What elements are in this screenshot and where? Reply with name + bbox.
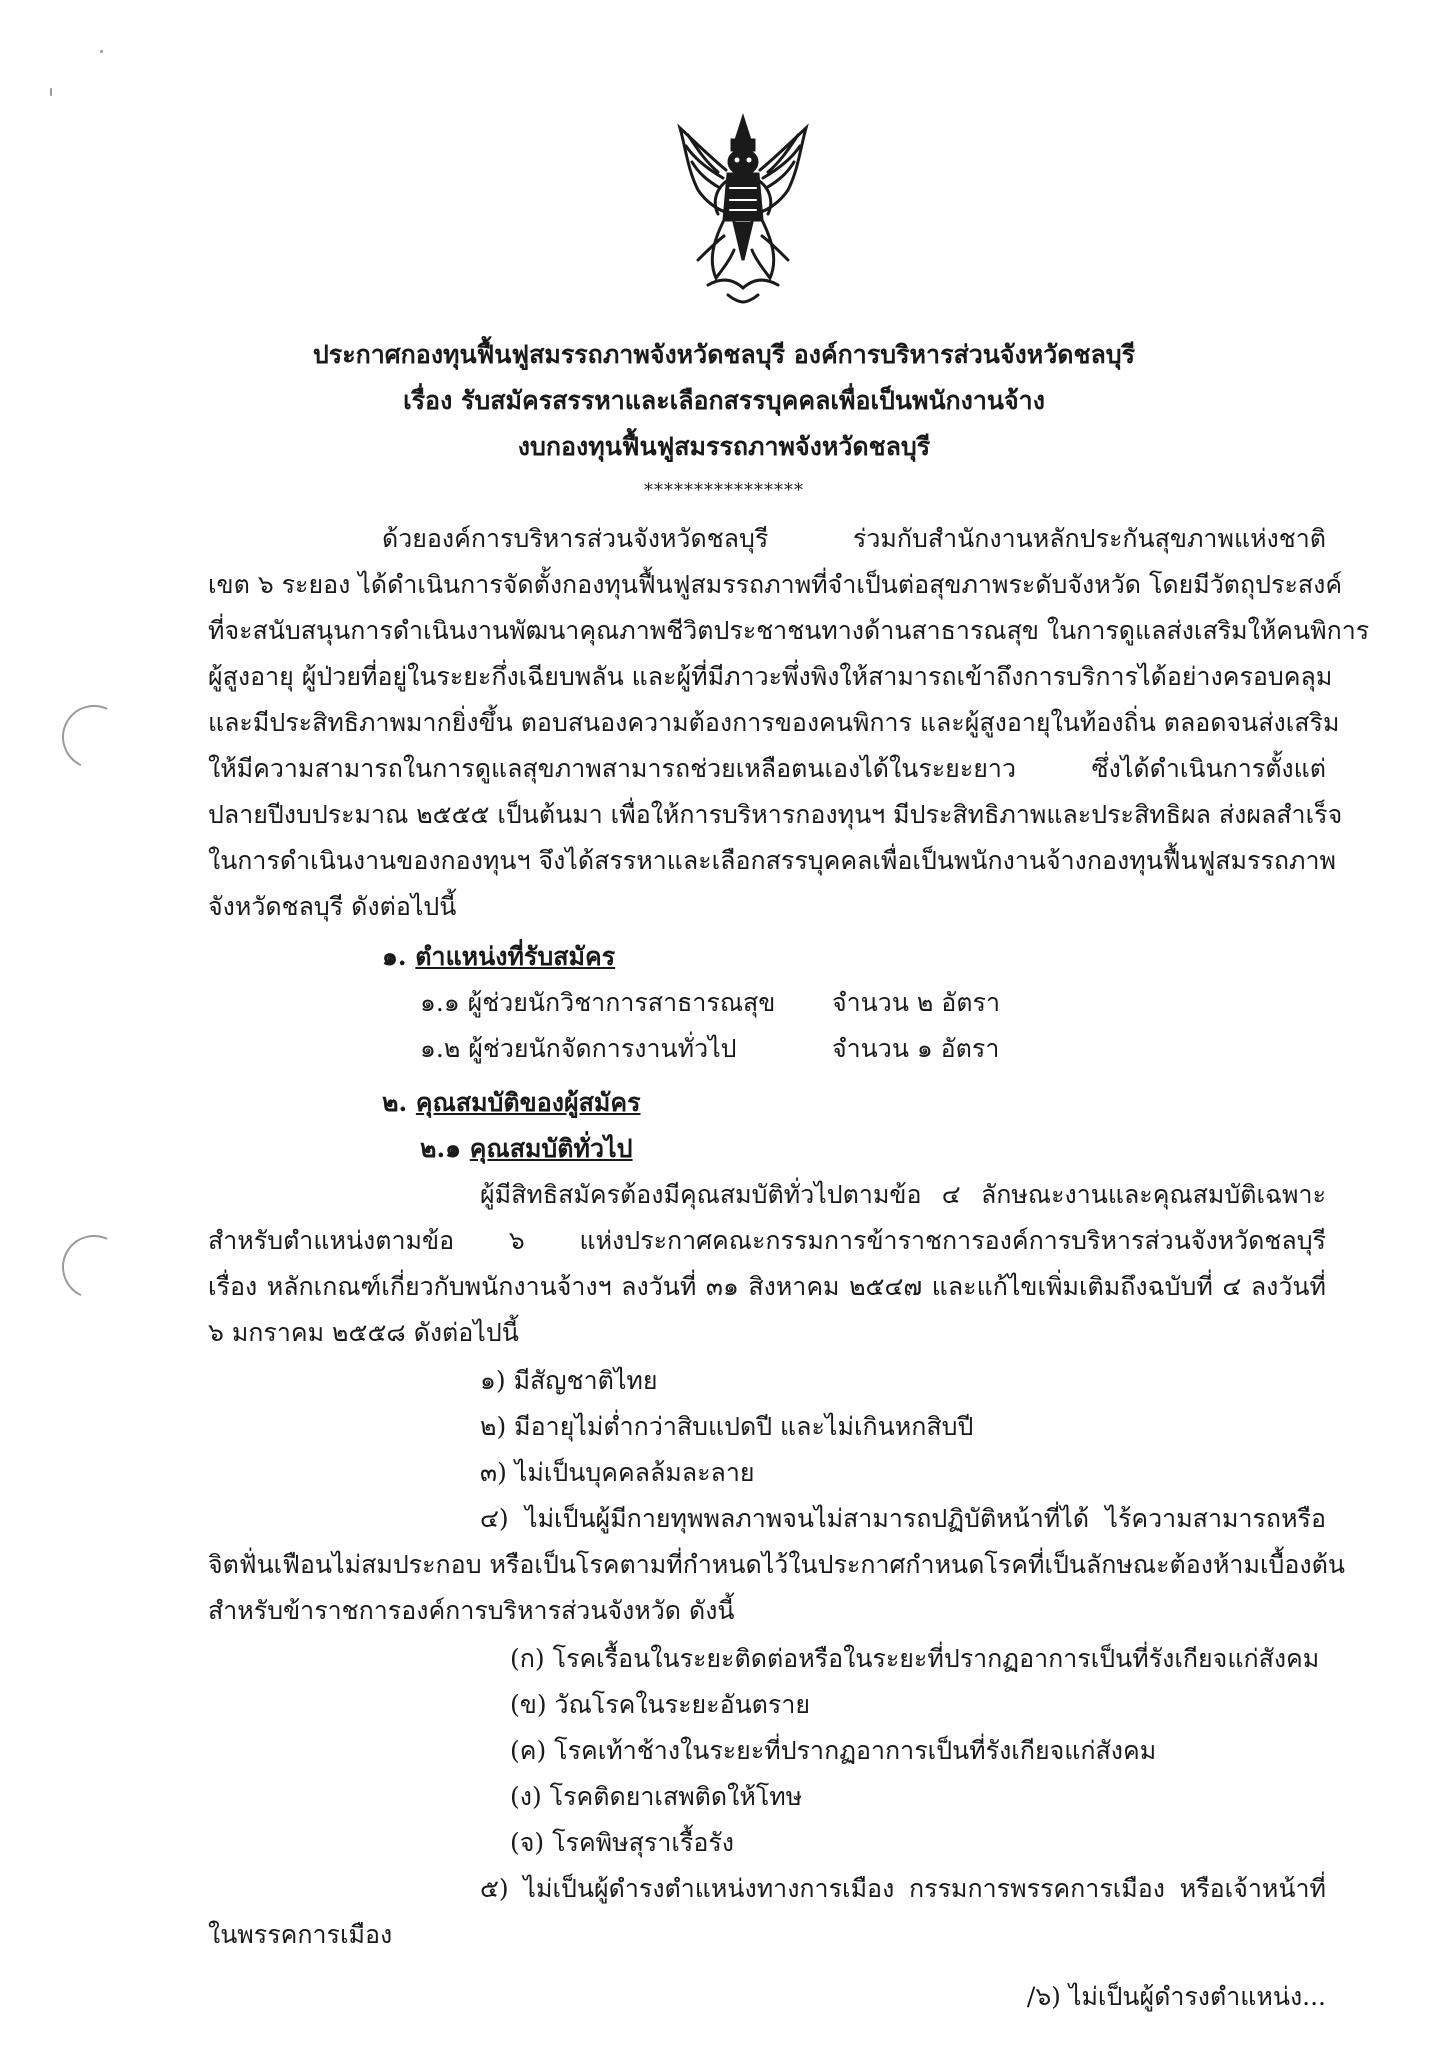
position-1-label: ๑.๑ ผู้ช่วยนักวิชาการสาธารณสุข [420, 988, 776, 1017]
qualification-line-3: เรื่อง หลักเกณฑ์เกี่ยวกับพนักงานจ้างฯ ลงวันที่ ๓๑ สิงหาคม ๒๕๔๗ และแก้ไขเพิ่มเติมถึงฉบับที่ ๔ ลงวันที่ [208, 1272, 1326, 1301]
title-separator: **************** [644, 480, 804, 501]
qualification-item-4-line-3: สำหรับข้าราชการองค์การบริหารส่วนจังหวัด ดังนี้ [208, 1596, 735, 1625]
position-2-label: ๑.๒ ผู้ช่วยนักจัดการงานทั่วไป [420, 1034, 737, 1063]
intro-line-3: ที่จะสนับสนุนการดำเนินงานพัฒนาคุณภาพชีวิตประชาชนทางด้านสาธารณสุข ในการดูแลส่งเสริมให้คนพิการ [208, 616, 1370, 645]
disease-item-1: (ก) โรคเรื้อนในระยะติดต่อหรือในระยะที่ปรากฏอาการเป็นที่รังเกียจแก่สังคม [510, 1644, 1320, 1673]
page-continuation: /๖) ไม่เป็นผู้ดำรงตำแหน่ง... [1026, 1982, 1326, 2011]
qualification-item-4-line-2: จิตฟั่นเฟือนไม่สมประกอบ หรือเป็นโรคตามที่กำหนดไว้ในประกาศกำหนดโรคที่เป็นลักษณะต้องห้ามเบื้องต้น [208, 1550, 1345, 1579]
title-line-1: ประกาศกองทุนฟื้นฟูสมรรถภาพจังหวัดชลบุรี องค์การบริหารส่วนจังหวัดชลบุรี [312, 340, 1136, 369]
qualification-item-5-line-2: ในพรรคการเมือง [208, 1920, 393, 1949]
qualification-line-4: ๖ มกราคม ๒๕๕๘ ดังต่อไปนี้ [208, 1318, 519, 1347]
punch-hole-bottom [53, 1226, 135, 1308]
qualification-item-1: ๑) มีสัญชาติไทย [480, 1366, 658, 1395]
section2-1-number: ๒.๑ [420, 1134, 462, 1163]
qualification-line-2: สำหรับตำแหน่งตามข้อ ๖ แห่งประกาศคณะกรรมการข้าราชการองค์การบริหารส่วนจังหวัดชลบุรี [208, 1226, 1326, 1255]
punch-hole-top [53, 696, 135, 778]
intro-line-7: ปลายปีงบประมาณ ๒๕๕๕ เป็นต้นมา เพื่อให้การบริหารกองทุนฯ มีประสิทธิภาพและประสิทธิผล ส่งผลสำเร็จ [208, 800, 1343, 829]
qualification-item-4-line-1: ๔) ไม่เป็นผู้มีกายทุพพลภาพจนไม่สามารถปฏิบัติหน้าที่ได้ ไร้ความสามารถหรือ [480, 1504, 1326, 1533]
section2-1-heading [420, 1132, 633, 1166]
title-line-3: งบกองทุนฟื้นฟูสมรรถภาพจังหวัดชลบุรี [517, 432, 931, 461]
intro-line-4: ผู้สูงอายุ ผู้ป่วยที่อยู่ในระยะกึ่งเฉียบพลัน และผู้ที่มีภาวะพึ่งพิงให้สามารถเข้าถึงการบริการได้อย่างครอบคลุม [208, 662, 1333, 691]
intro-line-5: และมีประสิทธิภาพมากยิ่งขึ้น ตอบสนองความต้องการของคนพิการ และผู้สูงอายุในท้องถิ่น ตลอดจนส่งเสริม [208, 708, 1340, 737]
title-line-2: เรื่อง รับสมัครสรรหาและเลือกสรรบุคคลเพื่อเป็นพนักงานจ้าง [403, 386, 1045, 415]
scan-speck [50, 88, 52, 96]
section1-heading [382, 940, 615, 974]
position-1-count: จำนวน ๒ อัตรา [832, 988, 1000, 1017]
section2-title: คุณสมบัติของผู้สมัคร [415, 1088, 641, 1117]
intro-line-8: ในการดำเนินงานของกองทุนฯ จึงได้สรรหาและเลือกสรรบุคคลเพื่อเป็นพนักงานจ้างกองทุนฟื้นฟูสมรรถภาพ [208, 846, 1337, 875]
intro-line-2: เขต ๖ ระยอง ได้ดำเนินการจัดตั้งกองทุนฟื้นฟูสมรรถภาพที่จำเป็นต่อสุขภาพระดับจังหวัด โดยมีวัตถุประสงค์ [208, 570, 1343, 599]
disease-item-5: (จ) โรคพิษสุราเรื้อรัง [510, 1828, 734, 1857]
garuda-emblem-icon [668, 110, 818, 310]
scan-speck [100, 50, 103, 53]
qualification-item-2: ๒) มีอายุไม่ต่ำกว่าสิบแปดปี และไม่เกินหกสิบปี [480, 1412, 974, 1441]
qualification-item-3: ๓) ไม่เป็นบุคคลล้มละลาย [480, 1458, 755, 1487]
intro-line-9: จังหวัดชลบุรี ดังต่อไปนี้ [208, 892, 457, 921]
intro-line-6: ให้มีความสามารถในการดูแลสุขภาพสามารถช่วยเหลือตนเองได้ในระยะยาว ซึ่งได้ดำเนินการตั้งแต่ [208, 754, 1326, 783]
intro-line-1: ด้วยองค์การบริหารส่วนจังหวัดชลบุรี ร่วมกับสำนักงานหลักประกันสุขภาพแห่งชาติ [382, 524, 1326, 553]
section1-title: ตำแหน่งที่รับสมัคร [415, 942, 616, 971]
disease-item-3: (ค) โรคเท้าช้างในระยะที่ปรากฏอาการเป็นที่รังเกียจแก่สังคม [510, 1736, 1157, 1765]
section1-number: ๑. [382, 942, 407, 971]
qualification-item-5-line-1: ๕) ไม่เป็นผู้ดำรงตำแหน่งทางการเมือง กรรมการพรรคการเมือง หรือเจ้าหน้าที่ [480, 1874, 1326, 1903]
position-2-count: จำนวน ๑ อัตรา [832, 1034, 1000, 1063]
qualification-line-1: ผู้มีสิทธิสมัครต้องมีคุณสมบัติทั่วไปตามข้อ ๔ ลักษณะงานและคุณสมบัติเฉพาะ [480, 1180, 1326, 1209]
section2-1-title: คุณสมบัติทั่วไป [469, 1134, 633, 1163]
section2-heading [382, 1086, 641, 1120]
section2-number: ๒. [382, 1088, 408, 1117]
disease-item-4: (ง) โรคติดยาเสพติดให้โทษ [510, 1782, 803, 1811]
disease-item-2: (ข) วัณโรคในระยะอันตราย [510, 1690, 811, 1719]
